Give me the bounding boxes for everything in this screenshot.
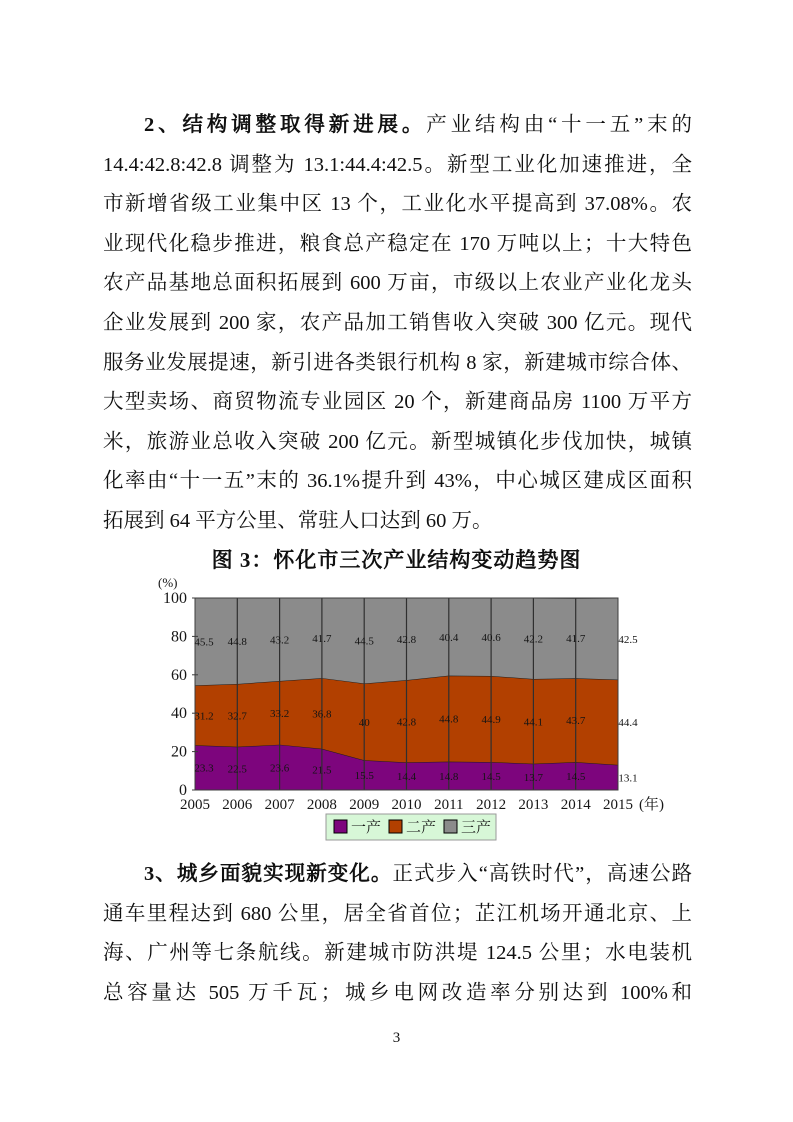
data-label: 43.7 xyxy=(566,715,586,728)
paragraph-urban-rural-changes xyxy=(103,855,692,1013)
x-axis-tick-label: 2015 xyxy=(603,797,633,813)
page-number: 3 xyxy=(392,1030,401,1046)
data-label: 44.9 xyxy=(481,714,501,727)
paragraph-line: 服务业发展提速，新引进各类银行机构 8 家，新建城市综合体、 xyxy=(103,351,692,374)
data-label: 14.5 xyxy=(566,771,586,784)
x-axis-unit-label: (年) xyxy=(639,797,664,813)
data-label: 36.8 xyxy=(312,708,332,721)
data-label: 41.7 xyxy=(312,633,332,646)
data-label: 13.1 xyxy=(618,772,638,785)
y-axis-tick-label: 80 xyxy=(171,628,187,646)
paragraph-bold-lead: 2、结构调整取得新进展。 xyxy=(144,114,427,136)
data-label: 44.4 xyxy=(618,717,638,730)
paragraph-bold-lead: 3、城乡面貌实现新变化。 xyxy=(144,863,393,885)
data-label: 41.7 xyxy=(566,633,586,646)
paragraph-line: 化率由“十一五”末的 36.1%提升到 43%，中心城区建成区面积 xyxy=(103,470,692,493)
data-label: 23.3 xyxy=(194,762,214,775)
legend-swatch-一产 xyxy=(334,820,347,833)
legend-swatch-三产 xyxy=(444,820,457,833)
data-label: 40 xyxy=(358,716,370,729)
data-label: 44.8 xyxy=(439,713,459,726)
x-axis-tick-label: 2007 xyxy=(264,797,295,813)
x-axis-tick-label: 2005 xyxy=(180,797,210,813)
x-axis-tick-label: 2008 xyxy=(306,797,337,813)
paragraph-line: 市新增省级工业集中区 13 个，工业化水平提高到 37.08%。农 xyxy=(103,193,692,216)
paragraph-line: 米，旅游业总收入突破 200 亿元。新型城镇化步伐加快，城镇 xyxy=(103,430,692,453)
data-label: 40.4 xyxy=(439,631,459,644)
y-axis-tick-label: 40 xyxy=(171,705,187,723)
legend-label: 一产 xyxy=(351,820,382,836)
paragraph-line: 14.4:42.8:42.8 调整为 13.1:44.4:42.5。新型工业化加速推进，全 xyxy=(103,153,692,176)
data-label: 44.8 xyxy=(227,636,247,649)
data-label: 44.5 xyxy=(354,635,374,648)
data-label: 14.8 xyxy=(439,770,459,783)
data-label: 13.7 xyxy=(523,771,544,784)
data-label: 14.5 xyxy=(481,771,501,784)
legend-swatch-二产 xyxy=(389,820,402,833)
data-label: 42.5 xyxy=(618,633,638,646)
paragraph-line: 农产品基地总面积拓展到 600 万亩，市级以上农业产业化龙头 xyxy=(103,272,692,295)
data-label: 32.7 xyxy=(227,710,247,723)
data-label: 44.1 xyxy=(523,716,544,729)
x-axis-tick-label: 2014 xyxy=(560,797,591,813)
paragraph-line: 企业发展到 200 家，农产品加工销售收入突破 300 亿元。现代 xyxy=(103,311,692,334)
paragraph-line: 业现代化稳步推进，粮食总产稳定在 170 万吨以上；十大特色 xyxy=(103,232,692,255)
data-label: 23.6 xyxy=(269,762,290,775)
data-label: 14.4 xyxy=(396,771,417,784)
data-label: 22.5 xyxy=(227,763,247,776)
data-label: 31.2 xyxy=(194,710,214,723)
paragraph-line xyxy=(103,855,692,895)
y-axis-tick-label: 60 xyxy=(171,666,187,684)
legend-label: 二产 xyxy=(406,820,437,836)
x-axis-tick-label: 2013 xyxy=(518,797,549,813)
y-axis-tick-label: 0 xyxy=(179,782,187,799)
y-axis-tick-label: 100 xyxy=(163,590,187,607)
stacked-area-chart xyxy=(140,570,720,855)
data-label: 15.5 xyxy=(354,770,374,783)
data-label: 43.2 xyxy=(269,634,290,647)
y-axis-tick-label: 20 xyxy=(171,743,187,761)
data-label: 42.2 xyxy=(523,633,544,646)
x-axis-tick-label: 2011 xyxy=(434,797,464,813)
x-axis-tick-label: 2009 xyxy=(349,797,380,813)
paragraph-line: 总容量达 505 万千瓦；城乡电网改造率分别达到 100%和 xyxy=(103,981,692,1004)
paragraph-line: 海、广州等七条航线。新建城市防洪堤 124.5 公里；水电装机 xyxy=(103,942,692,965)
data-label: 21.5 xyxy=(312,764,332,777)
paragraph-line: 拓展到 64 平方公里、常驻人口达到 60 万。 xyxy=(103,509,493,532)
paragraph-structure-adjustment xyxy=(103,106,692,542)
data-label: 42.8 xyxy=(396,634,417,647)
data-label: 40.6 xyxy=(481,631,501,644)
data-label: 33.2 xyxy=(269,707,290,720)
paragraph-text: 产业结构由“十一五”末的 xyxy=(426,114,693,136)
paragraph-text: 正式步入“高铁时代”，高速公路 xyxy=(392,863,692,885)
legend-label: 三产 xyxy=(461,820,492,836)
data-label: 42.8 xyxy=(396,716,417,729)
y-axis-unit-label: (%) xyxy=(158,575,178,590)
chart-canvas xyxy=(140,570,720,855)
x-axis-tick-label: 2006 xyxy=(222,797,253,813)
x-axis-tick-label: 2010 xyxy=(391,797,422,813)
paragraph-line: 通车里程达到 680 公里，居全省首位；芷江机场开通北京、上 xyxy=(103,902,692,925)
paragraph-line: 大型卖场、商贸物流专业园区 20 个，新建商品房 1100 万平方 xyxy=(103,391,692,414)
paragraph-line xyxy=(103,106,692,146)
data-label: 45.5 xyxy=(194,636,214,649)
chart-title: 图 3：怀化市三次产业结构变动趋势图 xyxy=(211,548,582,572)
x-axis-tick-label: 2012 xyxy=(476,797,507,813)
